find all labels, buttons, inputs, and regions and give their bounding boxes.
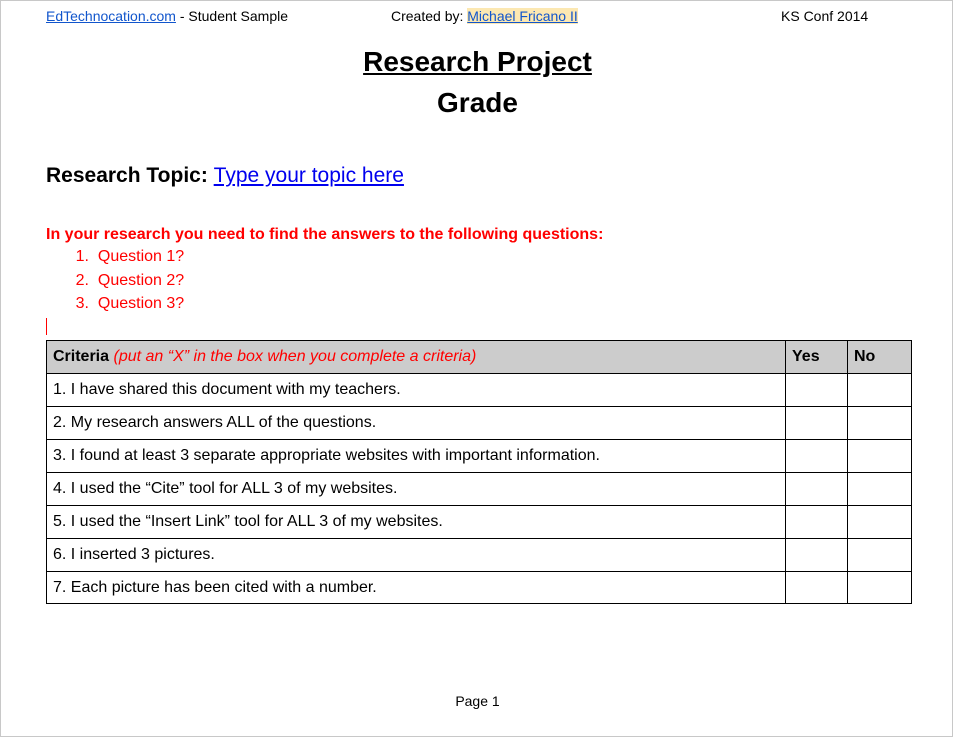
- no-checkbox-cell[interactable]: [848, 440, 912, 473]
- criteria-cell: 1. I have shared this document with my teachers.: [47, 374, 786, 407]
- research-topic-link[interactable]: Type your topic here: [213, 164, 404, 187]
- yes-checkbox-cell[interactable]: [786, 440, 848, 473]
- research-topic: [46, 164, 404, 188]
- question-list: [46, 247, 184, 318]
- criteria-cell: 3. I found at least 3 separate appropriate websites with important information.: [47, 440, 786, 473]
- question-number: 2.: [75, 271, 89, 289]
- page-number: Page 1: [455, 693, 500, 709]
- question-text: Question 3?: [97, 295, 185, 312]
- no-checkbox-cell[interactable]: [848, 374, 912, 407]
- no-checkbox-cell[interactable]: [848, 473, 912, 506]
- criteria-table-body: [47, 374, 912, 604]
- criteria-cell: 4. I used the “Cite” tool for ALL 3 of my websites.: [47, 473, 786, 506]
- no-checkbox-cell[interactable]: [848, 539, 912, 572]
- table-row: [47, 506, 912, 539]
- table-header-row: [47, 341, 912, 374]
- page-header: [46, 8, 911, 26]
- question-item: [46, 294, 184, 318]
- yes-checkbox-cell[interactable]: [786, 572, 848, 604]
- criteria-header: [47, 341, 786, 374]
- question-number: 3.: [75, 295, 89, 312]
- table-row: [47, 473, 912, 506]
- yes-checkbox-cell[interactable]: [786, 539, 848, 572]
- yes-checkbox-cell[interactable]: [786, 407, 848, 440]
- criteria-cell: 7. Each picture has been cited with a number.: [47, 572, 786, 604]
- no-checkbox-cell[interactable]: [848, 506, 912, 539]
- criteria-cell: 6. I inserted 3 pictures.: [47, 539, 786, 572]
- site-link[interactable]: EdTechnocation.com: [46, 8, 176, 24]
- criteria-header-label: Criteria: [53, 348, 110, 365]
- document-title: Research Project: [363, 46, 592, 77]
- yes-checkbox-cell[interactable]: [786, 374, 848, 407]
- table-row: [47, 374, 912, 407]
- table-row: [47, 407, 912, 440]
- no-checkbox-cell[interactable]: [848, 407, 912, 440]
- text-cursor: [46, 318, 47, 335]
- research-topic-label: Research Topic:: [46, 164, 214, 187]
- no-header: No: [848, 341, 912, 374]
- criteria-table: [46, 340, 912, 604]
- conference-label: KS Conf 2014: [781, 8, 869, 24]
- question-item: [46, 247, 184, 271]
- created-by-label: Created by:: [391, 8, 468, 24]
- author-link[interactable]: Michael Fricano II: [467, 8, 578, 24]
- criteria-cell: 2. My research answers ALL of the questions.: [47, 407, 786, 440]
- yes-checkbox-cell[interactable]: [786, 473, 848, 506]
- question-item: [46, 271, 184, 295]
- table-row: [47, 539, 912, 572]
- question-text: Question 1?: [97, 248, 185, 265]
- criteria-header-note: (put an “X” in the box when you complete a criteria): [113, 348, 477, 365]
- table-row: [47, 440, 912, 473]
- no-checkbox-cell[interactable]: [848, 572, 912, 604]
- document-subtitle: Grade: [437, 87, 518, 118]
- question-text: Question 2?: [97, 271, 185, 289]
- yes-checkbox-cell[interactable]: [786, 506, 848, 539]
- table-row: [47, 572, 912, 604]
- site-suffix: - Student Sample: [175, 8, 289, 24]
- header-center: [391, 8, 578, 24]
- question-number: 1.: [75, 248, 89, 265]
- criteria-cell: 5. I used the “Insert Link” tool for ALL 3 of my websites.: [47, 506, 786, 539]
- header-left: [46, 8, 288, 24]
- instructions-text: In your research you need to find the answers to the following questions:: [46, 226, 604, 243]
- yes-header: Yes: [786, 341, 848, 374]
